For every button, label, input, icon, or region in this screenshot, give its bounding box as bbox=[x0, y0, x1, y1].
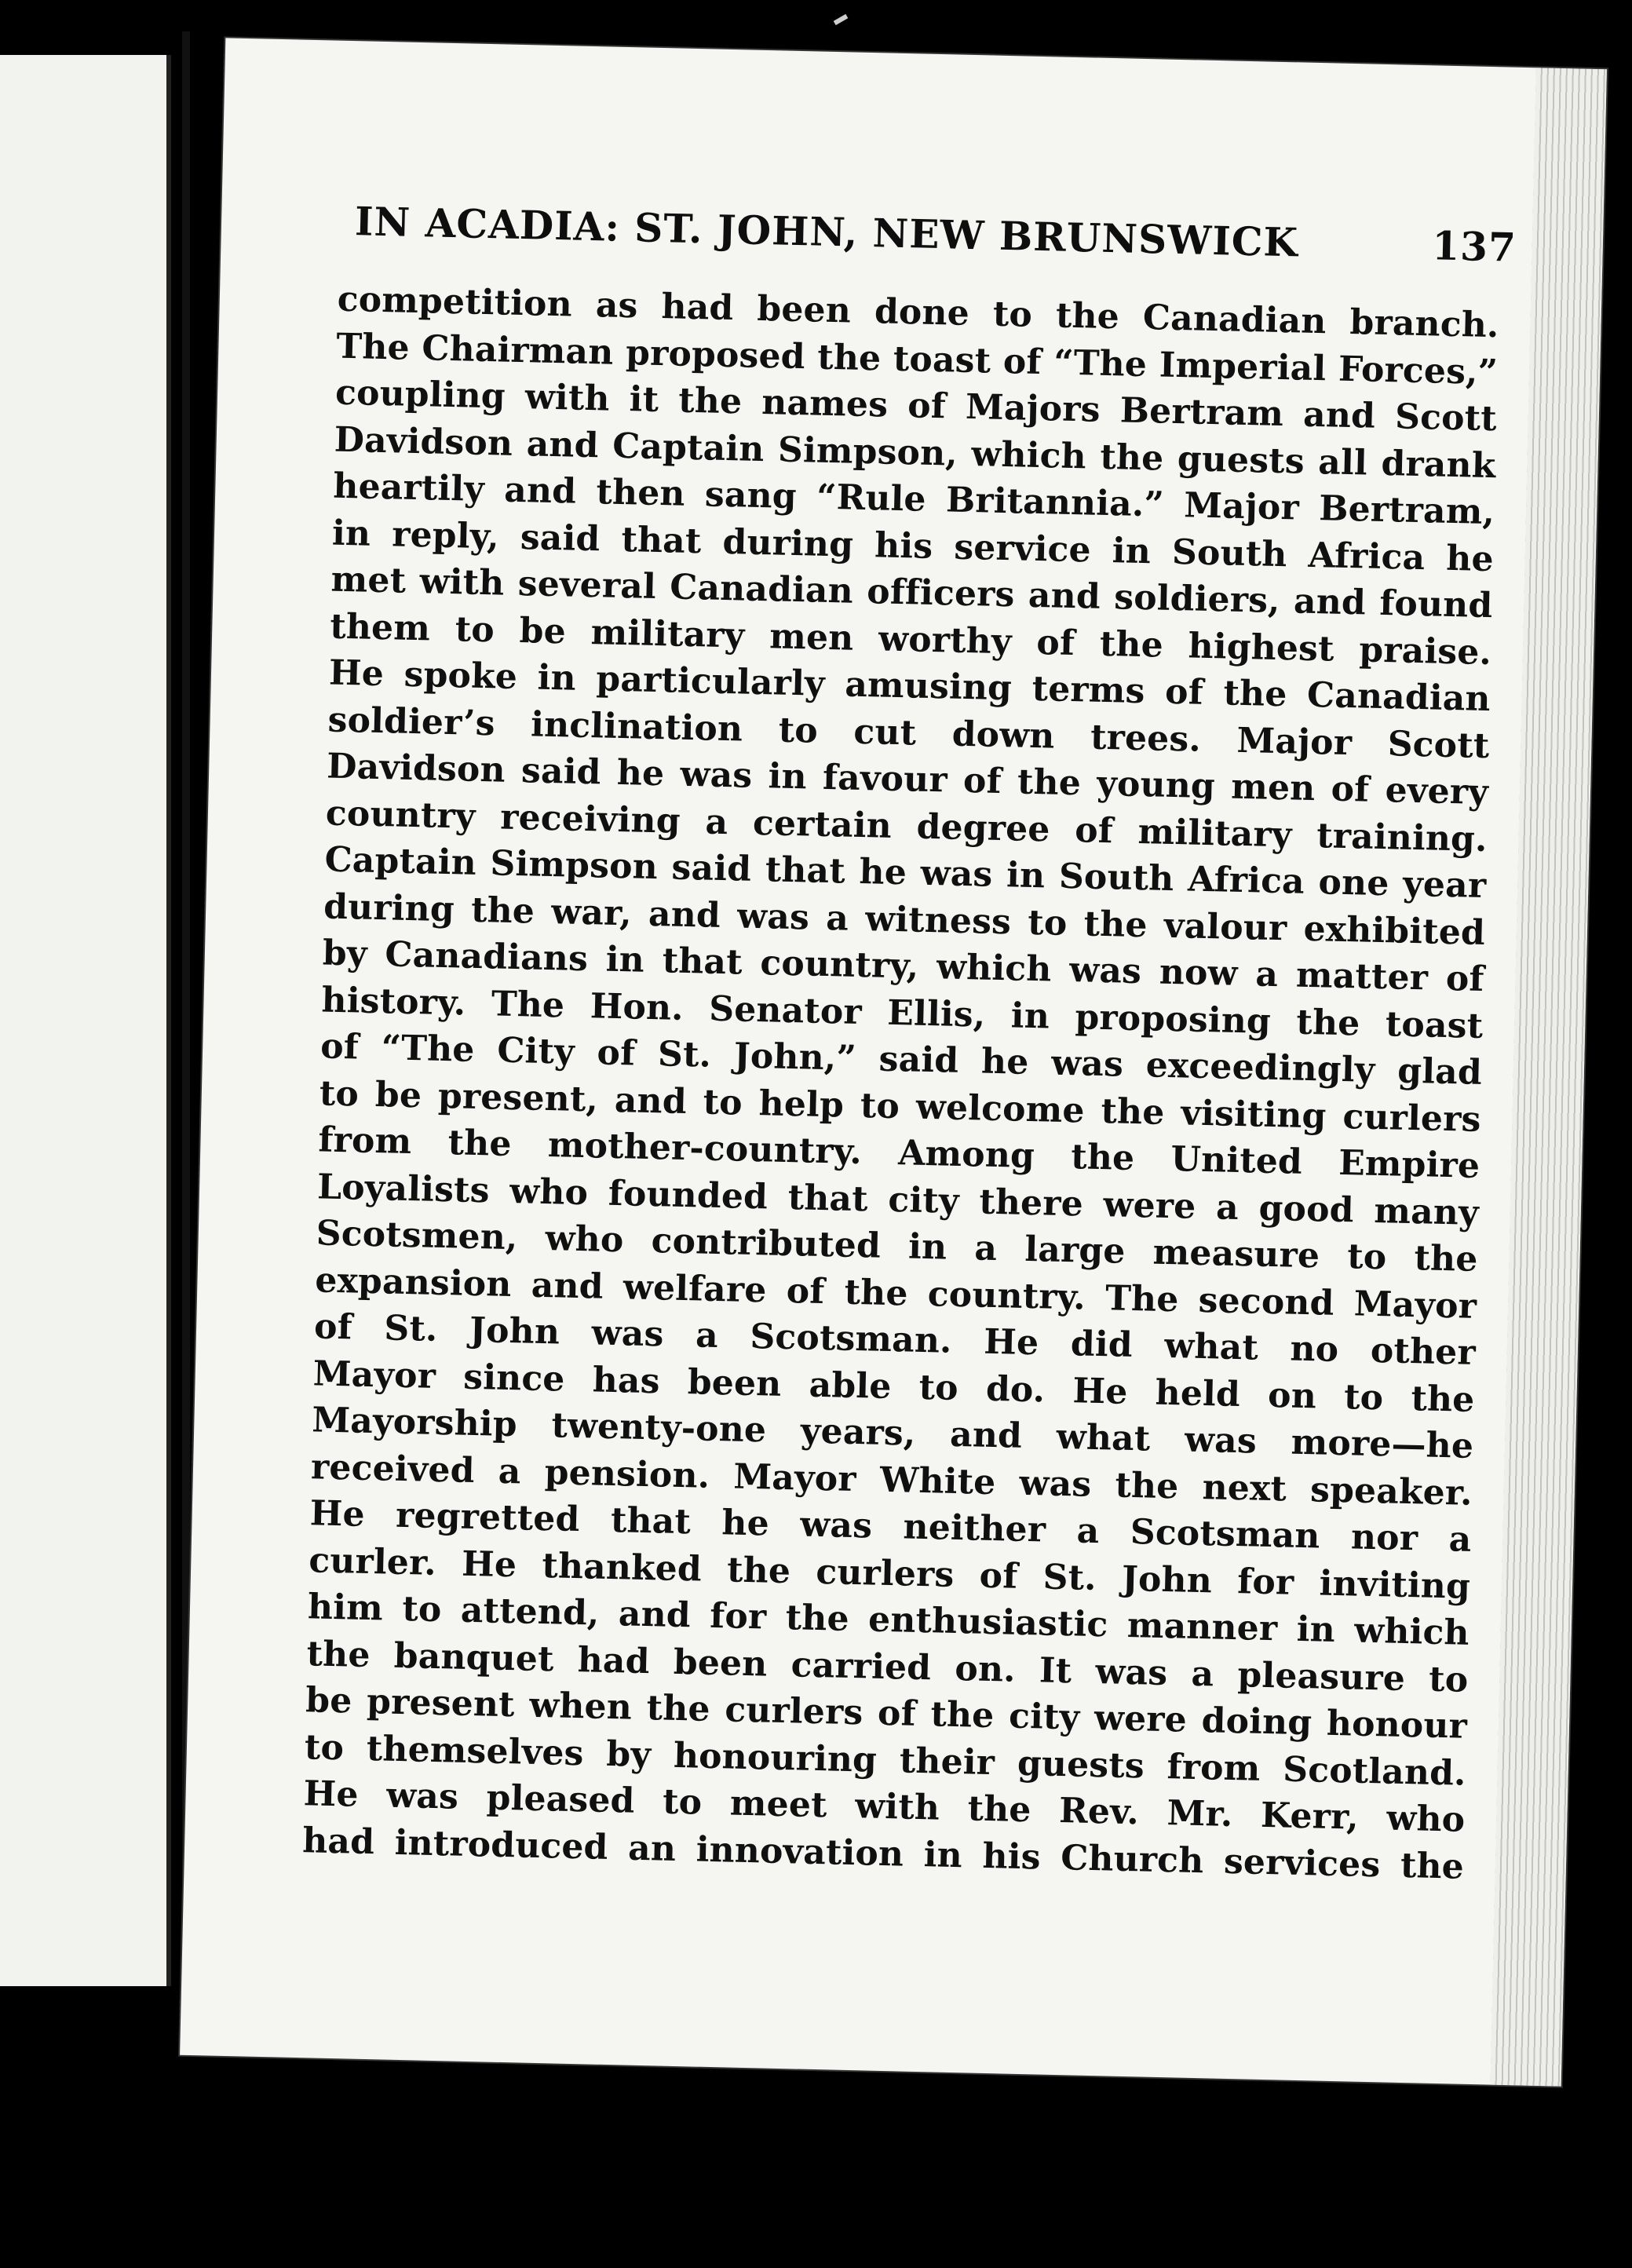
text-line: him to attend, and for the enthusiastic manner in which bbox=[307, 1587, 1470, 1653]
running-title: IN ACADIA: ST. JOHN, NEW BRUNSWICK bbox=[354, 198, 1299, 266]
text-line: Davidson and Captain Simpson, which the guests all drank bbox=[334, 419, 1497, 486]
text-line: them to be military men worthy of the highest praise. bbox=[329, 606, 1492, 673]
text-line: competition as had been done to the Canadian branch. bbox=[337, 279, 1500, 346]
page-edges bbox=[1491, 68, 1607, 2086]
text-line: history. The Hon. Senator Ellis, in proposing the toast bbox=[321, 979, 1484, 1046]
text-line: coupling with it the names of Majors Bertram and Scott bbox=[334, 372, 1498, 440]
facing-page-edge bbox=[0, 55, 171, 1986]
text-line: The Chairman proposed the toast of “The Imperial Forces,” bbox=[335, 326, 1499, 393]
page-number: 137 bbox=[1431, 222, 1517, 271]
text-line: Mayorship twenty-one years, and what was more—he bbox=[311, 1400, 1474, 1466]
page-header bbox=[354, 198, 1517, 271]
text-line: Loyalists who founded that city there were a good many bbox=[316, 1166, 1480, 1233]
text-line: expansion and welfare of the country. The second Mayor bbox=[314, 1259, 1477, 1327]
text-line: Davidson said he was in favour of the young men of every bbox=[326, 746, 1489, 813]
text-line: He regretted that he was neither a Scotsman nor a bbox=[309, 1493, 1472, 1560]
text-line: He was pleased to meet with the Rev. Mr. Kerr, who bbox=[303, 1773, 1466, 1840]
text-line: in reply, said that during his service in South Africa he bbox=[331, 513, 1495, 579]
text-line: heartily and then sang “Rule Britannia.” Major Bertram, bbox=[332, 466, 1495, 533]
book-page bbox=[180, 38, 1607, 2086]
text-line: met with several Canadian officers and soldiers, and found bbox=[330, 559, 1493, 626]
text-line: during the war, and was a witness to the valour exhibited bbox=[323, 886, 1486, 953]
text-line: by Canadians in that country, which was now a matter of bbox=[322, 933, 1485, 1000]
text-line: the banquet had been carried on. It was a pleasure to bbox=[306, 1633, 1469, 1700]
text-line: of “The City of St. John,” said he was exceedingly glad bbox=[319, 1026, 1483, 1094]
scan-artifact bbox=[834, 14, 849, 25]
text-line: Mayor since has been able to do. He held on to the bbox=[312, 1353, 1476, 1420]
text-line: country receiving a certain degree of military training. bbox=[325, 793, 1488, 860]
text-line: to themselves by honouring their guests from Scotland. bbox=[304, 1726, 1467, 1794]
text-line: Scotsmen, who contributed in a large measure to the bbox=[316, 1213, 1479, 1280]
text-line: to be present, and to help to welcome the visiting curlers bbox=[319, 1072, 1482, 1140]
text-line: from the mother-country. Among the United Empire bbox=[317, 1119, 1480, 1186]
text-line: be present when the curlers of the city were doing honour bbox=[305, 1680, 1468, 1747]
text-line: received a pension. Mayor White was the next speaker. bbox=[310, 1446, 1473, 1514]
text-line: soldier’s inclination to cut down trees. Major Scott bbox=[327, 699, 1490, 766]
text-line: Captain Simpson said that he was in South Africa one year bbox=[324, 839, 1487, 907]
text-line: He spoke in particularly amusing terms of the Canadian bbox=[328, 652, 1491, 720]
text-line: had introduced an innovation in his Church services the bbox=[301, 1820, 1465, 1887]
text-line: curler. He thanked the curlers of St. John for inviting bbox=[308, 1539, 1471, 1607]
body-text bbox=[302, 276, 1500, 1890]
text-line: of St. John was a Scotsman. He did what no other bbox=[313, 1306, 1477, 1373]
